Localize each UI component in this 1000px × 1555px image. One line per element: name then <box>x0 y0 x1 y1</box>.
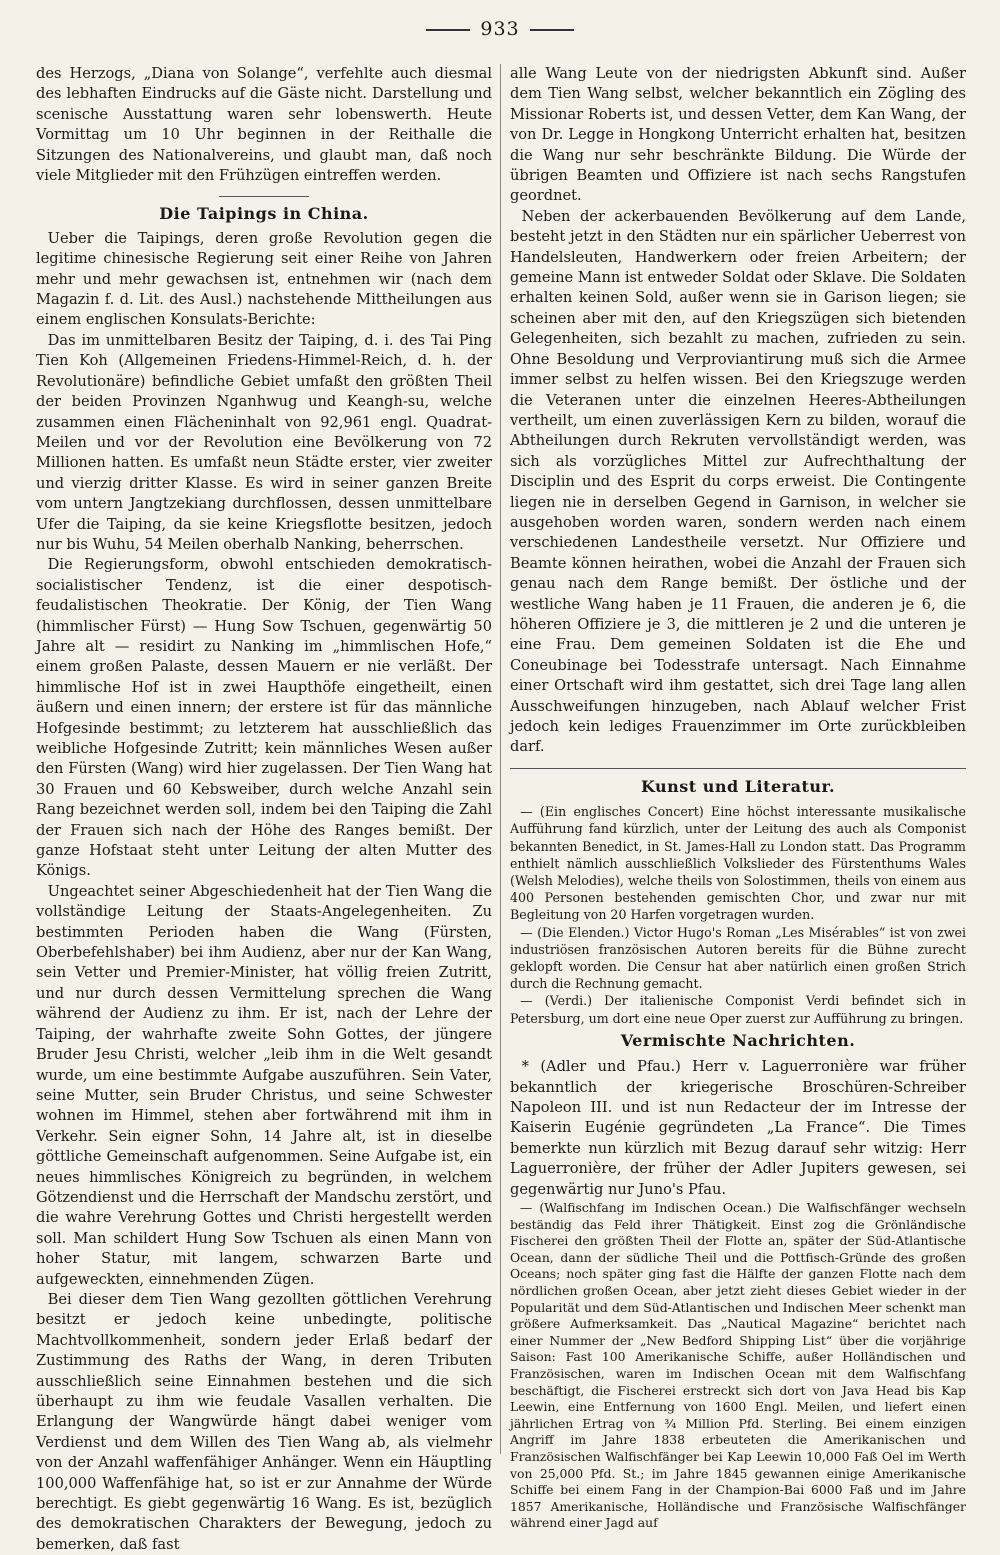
article-paragraph: Bei dieser dem Tien Wang gezollten göttlichen Verehrung besitzt er jedoch keine unbedingte, politische Machtvollkommenheit, sondern jeder Erlaß bedarf der Zustimmung des Raths der Wang, in deren Tributen ausschließlich seine Einnahmen bestehen und die sich überhaupt zu ihm wie feudale Vasallen verhalten. Die Erlangung der Wangwürde hängt dabei weniger vom Verdienst und dem Willen des Tien Wang ab, als vielmehr von der Anzahl waffenfähiger Anhänger. Wenn ein Häuptling 100,000 Waffenfähige hat, so ist er zur Annahme der Würde berechtigt. Es giebt gegenwärtig 16 Wang. Es ist, bezüglich des demokratischen Charakters der Bewegung, jedoch zu bemerken, daß fast <box>36 1290 492 1553</box>
news-item: — (Walfischfang im Indischen Ocean.) Die Walfischfänger wechseln beständig das Feld ihrer Thätigkeit. Einst zog die Grönländische Fischerei den größten Theil der Flotte an, später der Süd-Atlantische Ocean, dann der südliche Theil und die Pottfisch-Gründe des großen Oceans; noch später ging fast die Hälfte der ganzen Flotte nach dem nördlichen großen Ocean, aber jetzt zieht dieses Gebiet wieder in der Popularität und dem Süd-Atlantischen und Indischen Meer schenkt man größere Aufmerksamkeit. Das „Nautical Magazine“ berichtet nach einer Nummer der „New Bedford Shipping List“ über die vorjährige Saison: Fast 100 Amerikanische Schiffe, außer Holländischen und Französischen, waren im Indischen Ocean mit dem Walfischfang beschäftigt, die Fischerei erstreckt sich dort von Java Head bis Kap Leewin, eine Entfernung von 1600 Engl. Meilen, und liefert einen jährlichen Ertrag von ¾ Million Pfd. Sterling. Bei einem einzigen Angriff im Jahre 1838 erbeuteten die Amerikanischen und Französischen Walfischfänger bei Kap Leewin 10,000 Faß Oel im Werth von 25,000 Pfd. St.; im Jahre 1845 gewannen einige Amerikanische Schiffe bei einem Fang in der Champion-Bai 6000 Faß und im Jahre 1857 Amerikanische, Holländische und Französische Walfischfänger während einer Jagd auf <box>510 1200 966 1531</box>
intro-paragraph: des Herzogs, „Diana von Solange“, verfehlte auch diesmal des lebhaften Eindrucks auf die Gäste nicht. Darstellung und scenische Ausstattung waren sehr lobenswerth. Heute Vormittag um 10 Uhr beginnen in der Reithalle die Sitzungen des Nationalvereins, und glaubt man, daß noch viele Mitglieder mit den Frühzügen eintreffen werden. <box>36 65 492 185</box>
column-divider <box>500 64 501 1454</box>
news-item: — (Ein englisches Concert) Eine höchst interessante musikalische Aufführung fand kürzlich, unter der Leitung des auch als Componist bekannten Benedict, in St. James-Hall zu London statt. Das Programm enthielt nämlich ausschließlich Volkslieder des Fürstenthums Wales (Welsh Melodies), welche theils von Solostimmen, theils von einem aus 400 Personen bestehenden gemischten Chor, und zwar nur mit Begleitung von 20 Harfen vorgetragen wurden. <box>510 804 966 923</box>
article-heading-taipings: Die Taipings in China. <box>159 204 369 224</box>
article-paragraph: Das im unmittelbaren Besitz der Taiping, d. i. des Tai Ping Tien Koh (Allgemeinen Friedens-Himmel-Reich, d. h. der Revolutionäre) befindliche Gebiet umfaßt den größten Theil der beiden Provinzen Nganhwug und Keangh-su, welche zusammen einen Flächeninhalt von 92,961 engl. Quadrat-Meilen und vor der Revolution eine Bevölkerung von 72 Millionen hatten. Es umfaßt neun Städte erster, vier zweiter und vierzig dritter Klasse. Es wird in seiner ganzen Breite vom untern Jangtzekiang durchflossen, dessen unmittelbare Ufer die Taiping, da sie keine Kriegsflotte besitzen, jedoch nur bis Wuhu, 54 Meilen oberhalb Nanking, beherrschen. <box>36 331 492 553</box>
section-heading-kunst: Kunst und Literatur. <box>640 776 836 796</box>
news-item: * (Adler und Pfau.) Herr v. Laguerronière war früher bekanntlich der kriegerische Broschüren-Schreiber Napoleon III. und ist nun Redacteur der im Intresse der Kaiserin Eugénie gegründeten „La France“. Die Times bemerkte nun kürzlich mit Bezug darauf sehr witzig: Herr Laguerronière, der früher der Adler Jupiters gewesen, sei gegenwärtig nur Juno's Pfau. <box>510 1058 966 1198</box>
article-paragraph: alle Wang Leute von der niedrigsten Abkunft sind. Außer dem Tien Wang selbst, welcher bekanntlich ein Zögling des Missionar Roberts ist, und dessen Vetter, dem Kan Wang, der von Dr. Legge in Hongkong Unterricht erhalten hat, besitzen die Wang nur sehr beschränkte Bildung. Die Würde der übrigen Beamten und Offiziere ist nach sechs Rangstufen geordnet. <box>510 65 966 205</box>
news-item: — (Die Elenden.) Victor Hugo's Roman „Les Misérables“ ist von zwei industriösen französischen Autoren bereits für die Bühne zurecht geklopft worden. Die Censur hat aber natürlich einen großen Strich durch die Rechnung gemacht. <box>510 924 966 992</box>
page-number: 933 <box>0 18 1000 40</box>
left-column <box>36 64 492 1553</box>
section-heading-vermischte: Vermischte Nachrichten. <box>620 1030 856 1050</box>
news-item: — (Verdi.) Der italienische Componist Verdi befindet sich in Petersburg, um dort eine neue Oper zuerst zur Aufführung zu bringen. <box>510 993 966 1026</box>
section-divider <box>510 768 966 769</box>
article-paragraph: Die Regierungsform, obwohl entschieden demokratisch-socialistischer Tendenz, ist die einer despotisch-feudalistischen Theokratie. Der König, der Tien Wang (himmlischer Fürst) — Hung Sow Tschuen, gegenwärtig 50 Jahre alt — residirt zu Nanking im „himmlischen Hofe,“ einem großen Palaste, dessen Mauern er nie verläßt. Der himmlische Hof ist in zwei Haupthöfe eingetheilt, einen äußern und einen innern; der erstere ist für das männliche Hofgesinde bestimmt; zu letzterem hat ausschließlich das weibliche Hofgesinde Zutritt; kein männliches Wesen außer den Fürsten (Wang) wird hier zugelassen. Der Tien Wang hat 30 Frauen und 60 Kebsweiber, durch welche Anzahl sein Rang bezeichnet werden soll, indem bei den Taiping die Zahl der Frauen sich nach der Höhe des Ranges bemißt. Der ganze Hofstaat steht unter Leitung der alten Mutter des Königs. <box>36 556 492 880</box>
article-paragraph: Neben der ackerbauenden Bevölkerung auf dem Lande, besteht jetzt in den Städten nur ein spärlicher Ueberrest von Handelsleuten, Handwerkern oder freien Arbeitern; der gemeine Mann ist entweder Soldat oder Sklave. Die Soldaten erhalten keinen Sold, außer wenn sie in Garison liegen; sie scheinen aber mit den, auf den Kriegszügen sich bietenden Gelegenheiten, sich bezahlt zu machen, zufrieden zu sein. Ohne Besoldung und Verproviantirung muß sich die Armee immer selbst zu helfen wissen. Bei den Kriegszuge werden die Veteranen unter die einzelnen Heeres-Abtheilungen vertheilt, um einen zuverlässigen Kern zu bilden, worauf die Abtheilungen durch Rekruten vervollständigt werden, was sich als vorzügliches Mittel zur Aufrechthaltung der Disciplin und des Esprit du corps erweist. Die Contingente liegen nie in derselben Gegend in Garnison, in welcher sie ausgehoben worden waren, sondern werden nach einem verschiedenen Landestheile versetzt. Nur Offiziere und Beamte können heirathen, wobei die Anzahl der Frauen sich genau nach dem Range bemißt. Der östliche und der westliche Wang haben je 11 Frauen, die anderen je 6, die höheren Offiziere je 3, die mittleren je 2 und die unteren je eine Frau. Dem gemeinen Soldaten ist die Ehe und Coneubinage bei Todesstrafe untersagt. Nach Einnahme einer Ortschaft wird ihm gestattet, sich drei Tage lang allen Ausschweifungen hinzugeben, nach Ablauf welcher Frist jedoch kein lediges Frauenzimmer im Orte zurückbleiben darf. <box>510 207 966 756</box>
right-column <box>510 64 966 1531</box>
article-paragraph: Ungeachtet seiner Abgeschiedenheit hat der Tien Wang die vollständige Leitung der Staats-Angelegenheiten. Zu bestimmten Perioden haben die Wang (Fürsten, Oberbefehlshaber) bei ihm Audienz, aber nur der Kan Wang, sein Vetter und Premier-Minister, hat völlig freien Zutritt, und nur durch dessen Vermittelung sprechen die Wang während der Audienz zu ihm. Er ist, nach der Lehre der Taiping, der wahrhafte zweite Sohn Gottes, der jüngere Bruder Jesu Christi, welcher „leib ihm in die Welt gesandt wurde, um eine bestimmte Aufgabe auszuführen. Sein Vater, seine Mutter, sein Bruder Christus, und seine Schwester wohnen im Himmel, stehen aber fortwährend mit ihm in Verkehr. Sein eigner Sohn, 14 Jahre alt, ist in dieselbe göttliche Gemeinschaft aufgenommen. Seine Aufgabe ist, ein neues himmlisches Königreich zu begründen, in welchem Götzendienst und die Herrschaft der Mandschu zerstört, und die wahre Verehrung Gottes und Christi hergestellt werden soll. Man schildert Hung Sow Tschuen als einen Mann von hoher Statur, mit langem, schwarzen Barte und aufgeweckten, einnehmenden Zügen. <box>36 882 492 1288</box>
article-paragraph: Ueber die Taipings, deren große Revolution gegen die legitime chinesische Regierung seit einer Reihe von Jahren mehr und mehr gewachsen ist, entnehmen wir (nach dem Magazin f. d. Lit. des Ausl.) nachstehende Mittheilungen aus einem englischen Konsulats-Berichte: <box>36 229 492 329</box>
section-divider <box>219 196 309 197</box>
